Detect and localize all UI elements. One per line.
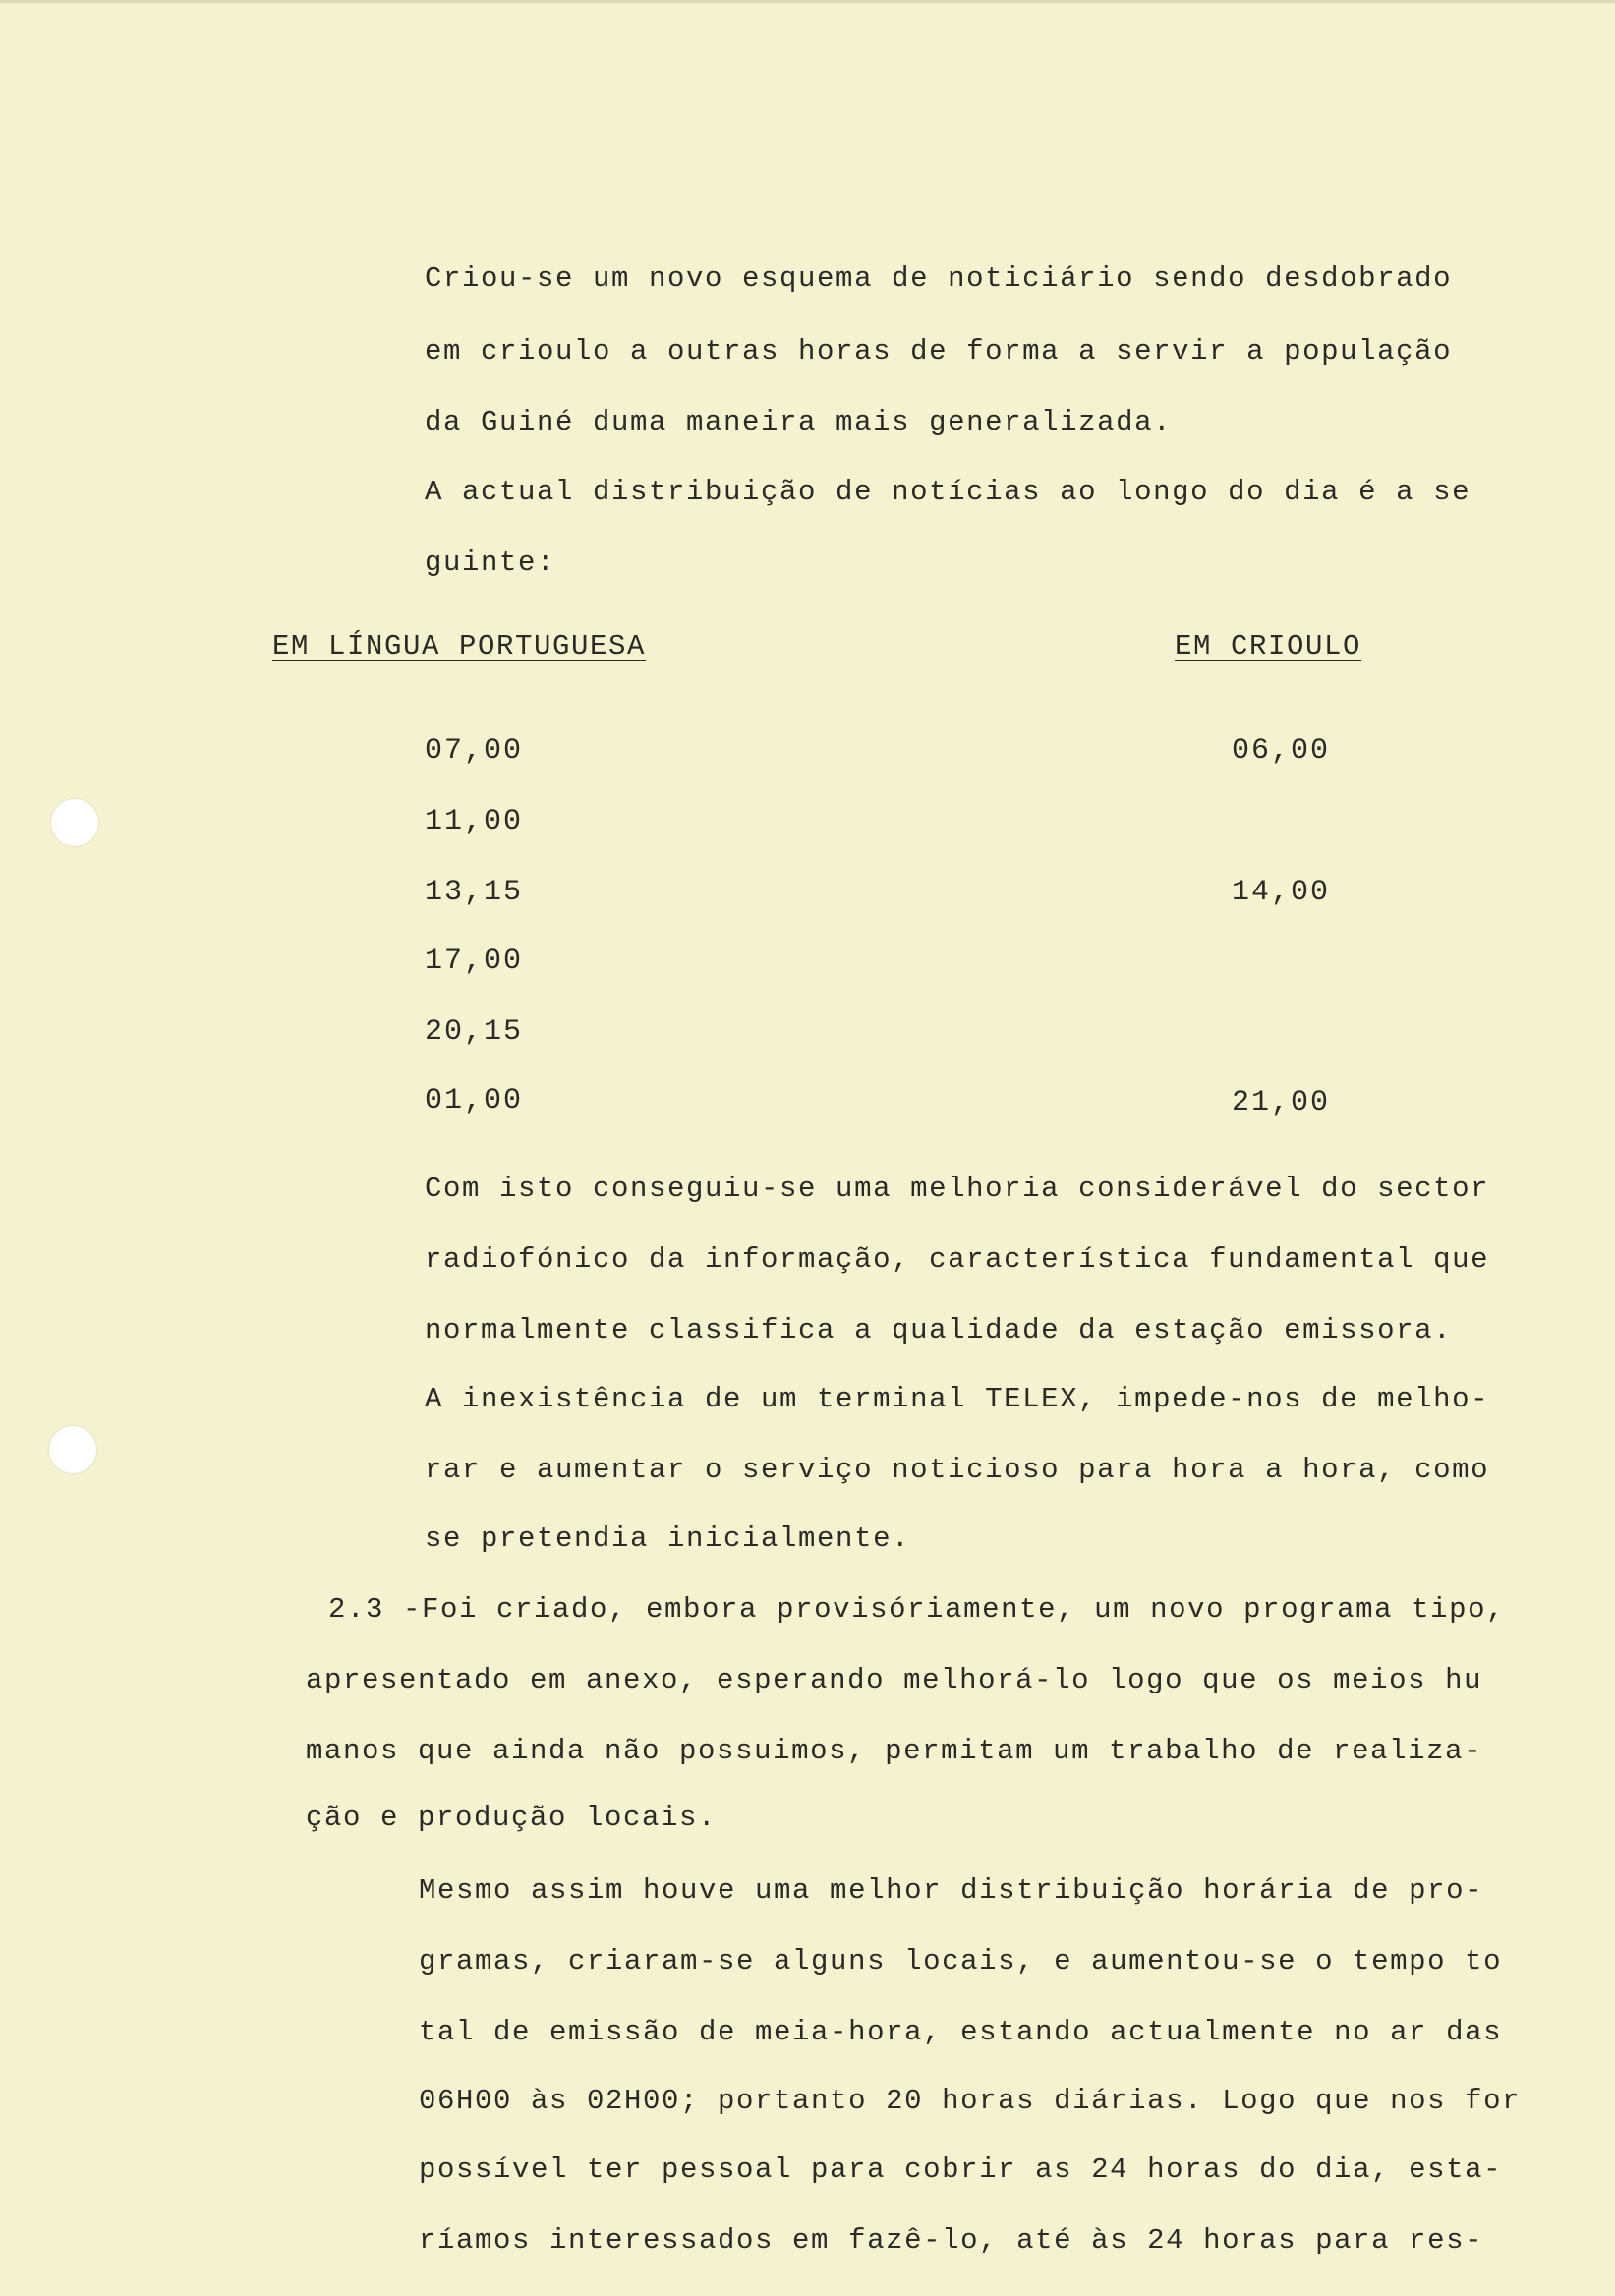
time-portuguese: 01,00 [425,1084,524,1118]
text-line: A inexistência de um terminal TELEX, impede-nos de melho- [425,1383,1490,1415]
text-line: ríamos interessados em fazê-lo, até às 24 horas para res- [419,2224,1484,2257]
text-line: ção e produção locais. [306,1802,718,1834]
time-portuguese: 13,15 [425,876,524,909]
text-line: se pretendia inicialmente. [425,1522,911,1555]
text-line: radiofónico da informação, característica fundamental que [425,1243,1490,1276]
header-crioulo: EM CRIOULO [1175,630,1362,662]
text-line: tal de emissão de meia-hora, estando actualmente no ar das [419,2016,1503,2048]
text-line: 06H00 às 02H00; portanto 20 horas diárias. Logo que nos for [419,2085,1522,2117]
header-portuguese: EM LÍNGUA PORTUGUESA [272,630,647,662]
text-line: em crioulo a outras horas de forma a servir a população [425,335,1453,368]
punch-hole-top [51,799,98,846]
text-line: guinte: [425,546,556,579]
punch-hole-bottom [49,1426,96,1473]
text-line: 2.3 -Foi criado, embora provisóriamente, um novo programa tipo, [328,1593,1506,1626]
text-line: apresentado em anexo, esperando melhorá-lo logo que os meios hu [306,1664,1483,1696]
text-line: Criou-se um novo esquema de noticiário sendo desdobrado [425,262,1453,295]
time-portuguese: 07,00 [425,734,524,768]
text-line: rar e aumentar o serviço noticioso para hora a hora, como [425,1454,1490,1486]
text-line: Com isto conseguiu-se uma melhoria considerável do sector [425,1173,1490,1205]
text-line: A actual distribuição de notícias ao longo do dia é a se [425,476,1471,508]
time-crioulo: 06,00 [1232,734,1331,768]
text-line: gramas, criaram-se alguns locais, e aumentou-se o tempo to [419,1945,1503,1978]
time-portuguese: 20,15 [425,1015,524,1049]
time-crioulo: 21,00 [1232,1086,1331,1119]
time-portuguese: 11,00 [425,805,524,838]
time-crioulo: 14,00 [1232,876,1331,909]
text-line: normalmente classifica a qualidade da estação emissora. [425,1314,1453,1347]
text-line: da Guiné duma maneira mais generalizada. [425,406,1173,438]
text-line: possível ter pessoal para cobrir as 24 horas do dia, esta- [419,2153,1503,2186]
text-line: Mesmo assim houve uma melhor distribuição horária de pro- [419,1874,1484,1907]
time-portuguese: 17,00 [425,945,524,978]
text-line: manos que ainda não possuimos, permitam um trabalho de realiza- [306,1735,1483,1767]
